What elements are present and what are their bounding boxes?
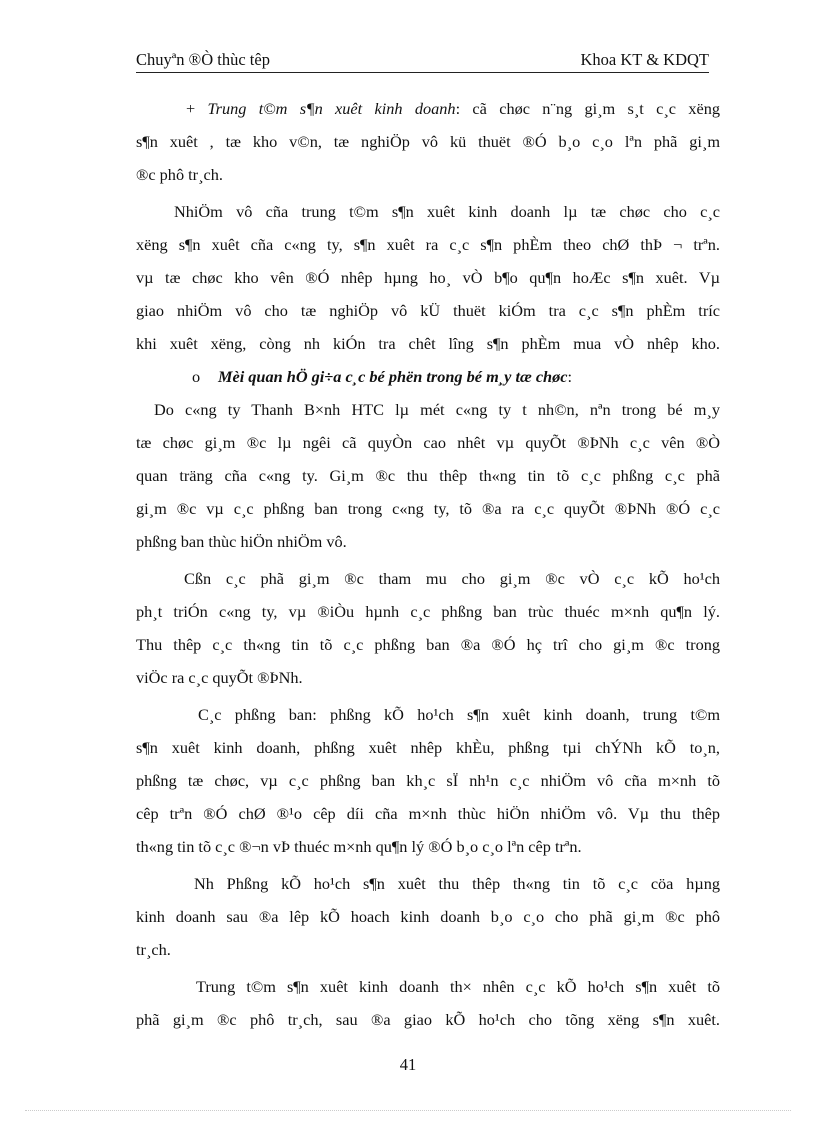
emphasis-term: Trung t©m s¶n xuêt kinh doanh — [207, 99, 456, 118]
paragraph-text: : cã chøc n¨ng gi¸m s¸t c¸c xëng — [455, 99, 720, 118]
header-faculty: Khoa KT & KDQT — [580, 50, 709, 69]
paragraph-line: phã gi¸m ®c phô tr¸ch, sau ®a giao kÕ ho¹ch cho tõng xëng s¶n xuêt. — [136, 1010, 720, 1029]
paragraph-line: C¸c phßng ban: phßng kÕ ho¹ch s¶n xuêt kinh doanh, trung t©m — [198, 705, 720, 724]
section-heading — [136, 360, 720, 393]
paragraph-line: phßng ban thùc hiÖn nhiÖm vô. — [136, 532, 347, 551]
paragraph-line: Do c«ng ty Thanh B×nh HTC lµ mét c«ng ty t nh©n, nªn trong bé m¸y — [154, 400, 720, 419]
heading-colon: : — [567, 367, 572, 386]
paragraph-line: NhiÖm vô cña trung t©m s¶n xuêt kinh doanh lµ tæ chøc cho c¸c — [174, 202, 720, 221]
paragraph-line: vµ tæ chøc kho vên ®Ó nhêp hµng ho¸ vÒ b¶o qu¶n hoÆc s¶n xuêt. Vµ — [136, 268, 720, 287]
paragraph-line: Thu thêp c¸c th«ng tin tõ c¸c phßng ban ®a ®Ó hç trî cho gi¸m ®c trong — [136, 635, 720, 654]
bullet-circle: o — [192, 367, 201, 386]
paragraph-line: quan träng cña c«ng ty. Gi¸m ®c thu thêp th«ng tin tõ c¸c phßng c¸c phã — [136, 466, 720, 485]
paragraph-line: th«ng tin tõ c¸c ®¬n vÞ thuéc m×nh qu¶n lý ®Ó b¸o c¸o lªn cêp trªn. — [136, 837, 582, 856]
paragraph-line: viÖc ra c¸c quyÕt ®ÞNh. — [136, 668, 303, 687]
paragraph-line: cêp trªn ®Ó chØ ®¹o cêp díi cña m×nh thùc hiÖn nhiÖm vô. Vµ thu thêp — [136, 804, 720, 823]
paragraph-line: giao nhiÖm vô cho tæ nghiÖp vô kÜ thuët kiÓm tra c¸c s¶n phÈm tríc — [136, 301, 720, 320]
paragraph-line: Cßn c¸c phã gi¸m ®c tham mu cho gi¸m ®c vÒ c¸c kÕ ho¹ch — [184, 569, 720, 588]
page-number: 41 — [399, 1055, 417, 1074]
list-dash: + — [186, 99, 208, 118]
header-document-title: Chuyªn ®Ò thùc têp — [136, 50, 270, 69]
page-bottom-divider — [25, 1110, 791, 1111]
paragraph-line: phßng tæ chøc, vµ c¸c phßng ban kh¸c sÏ nh¹n c¸c nhiÖm vô cña m×nh tõ — [136, 771, 720, 790]
paragraph-line: Nh Phßng kÕ ho¹ch s¶n xuêt thu thêp th«ng tin tõ c¸c cöa hµng — [194, 874, 720, 893]
paragraph-line: tæ chøc gi¸m ®c lµ ngêi cã quyÒn cao nhêt vµ quyÕt ®ÞNh c¸c vên ®Ò — [136, 433, 720, 452]
paragraph-line: s¶n xuêt kinh doanh, phßng xuêt nhêp khÈu, phßng tµi chÝNh kÕ to¸n, — [136, 738, 720, 757]
paragraph-line: kinh doanh sau ®a lêp kÕ hoach kinh doanh b¸o c¸o cho phã gi¸m ®c phô — [136, 907, 720, 926]
page-body — [136, 92, 720, 1036]
section-heading-text: Mèi quan hÖ gi÷a c¸c bé phën trong bé m¸y tæ chøc — [218, 367, 568, 386]
paragraph-line: s¶n xuêt , tæ kho v©n, tæ nghiÖp vô kü thuët ®Ó b¸o c¸o lªn phã gi¸m — [136, 132, 720, 151]
paragraph-line: khi xuêt xëng, còng nh kiÓn tra chêt lîng s¶n phÈm mua vÒ nhêp kho. — [136, 334, 720, 353]
paragraph-line: xëng s¶n xuêt cña c«ng ty, s¶n xuêt ra c¸c s¶n phÈm theo chØ thÞ ¬ trªn. — [136, 235, 720, 254]
paragraph-line: ph¸t triÓn c«ng ty, vµ ®iÒu hµnh c¸c phßng ban trùc thuéc m×nh qu¶n lý. — [136, 602, 720, 621]
paragraph-line: ®c phô tr¸ch. — [136, 165, 223, 184]
paragraph-line: Trung t©m s¶n xuêt kinh doanh th× nhên c¸c kÕ ho¹ch s¶n xuêt tõ — [196, 977, 720, 996]
page-header — [136, 50, 709, 73]
paragraph-line: tr¸ch. — [136, 940, 171, 959]
paragraph-line — [136, 92, 720, 125]
paragraph-line: gi¸m ®c vµ c¸c phßng ban trong c«ng ty, tõ ®a ra c¸c quyÕt ®ÞNh ®Ó c¸c — [136, 499, 720, 518]
